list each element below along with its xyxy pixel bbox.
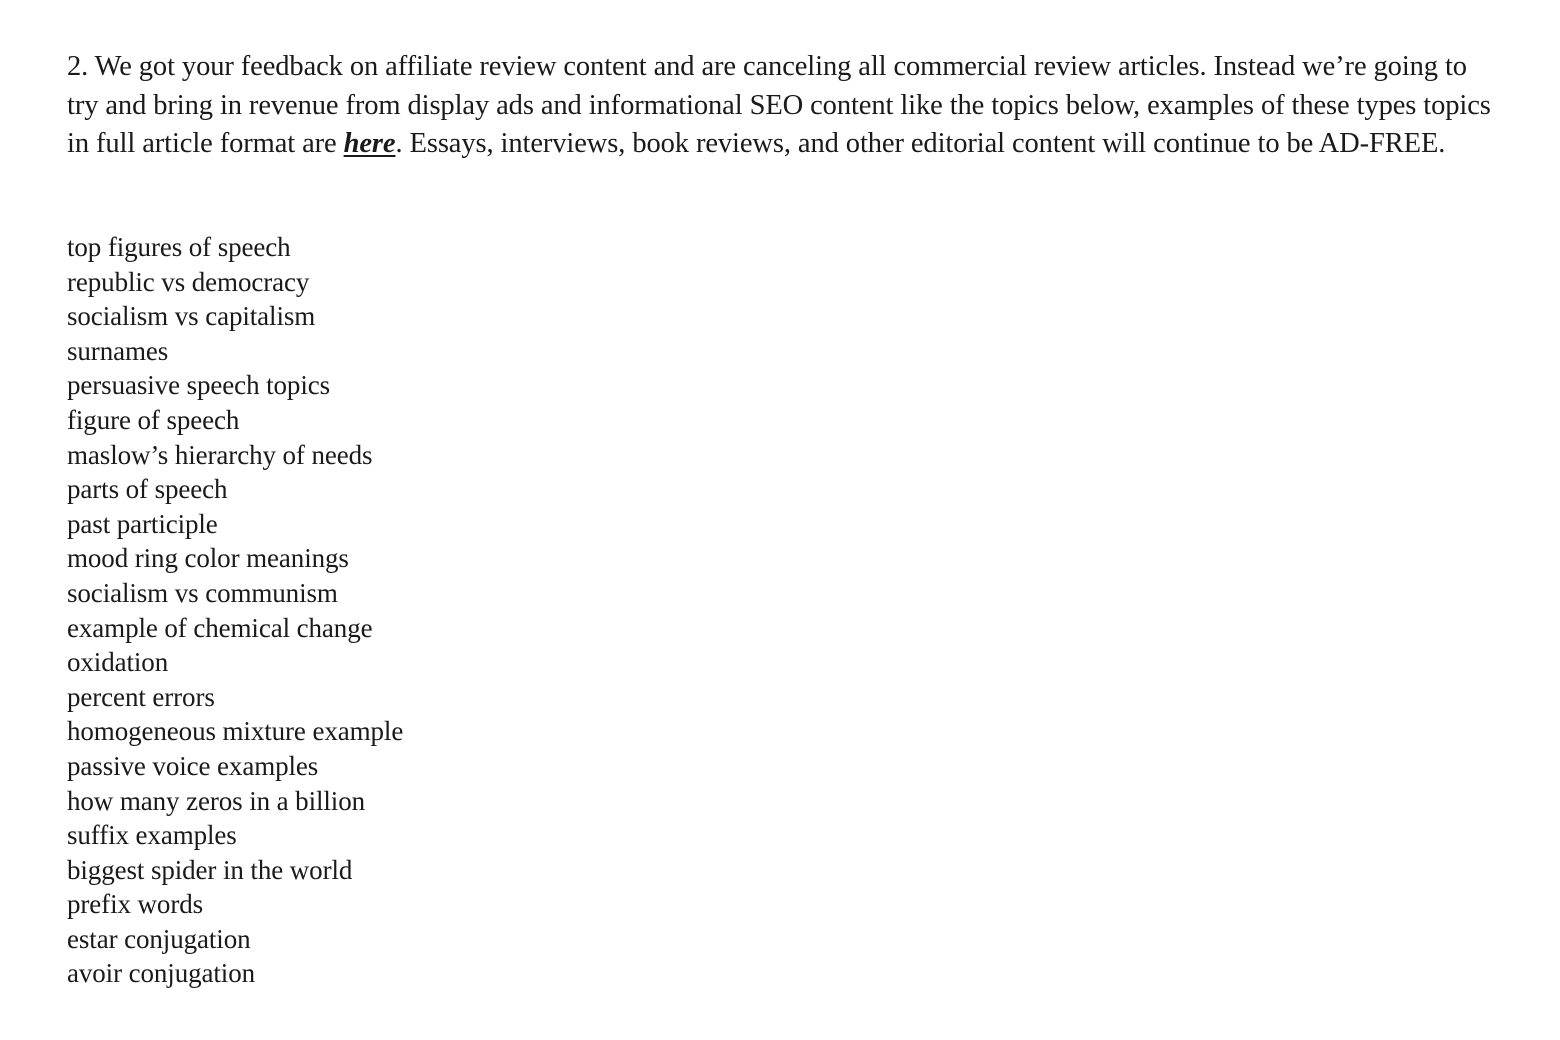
intro-text-before-link: 2. We got your feedback on affiliate review content and are canceling all commercial review articles. Instead we’re going to try and bring in revenue from display ads and informational SEO content like the topics below, examples of these types topics in full article format are — [67, 51, 1491, 159]
intro-text-after-link: . Essays, interviews, book reviews, and other editorial content will continue to be AD-FREE. — [395, 128, 1446, 159]
topic-list-item: suffix examples — [67, 820, 237, 851]
topic-list-item: example of chemical change — [67, 612, 373, 643]
topic-list-item: republic vs democracy — [67, 266, 310, 297]
topics-list-viewport — [67, 230, 867, 998]
intro-paragraph — [67, 48, 1497, 164]
topic-list-item: mood ring color meanings — [67, 543, 349, 574]
topic-list-item: parts of speech — [67, 474, 228, 505]
topic-list-item: passive voice examples — [67, 750, 319, 781]
topic-list-item: oxidation — [67, 647, 169, 678]
topic-list-item: maslow’s hierarchy of needs — [67, 439, 373, 470]
topic-list-item: persuasive speech topics — [67, 370, 331, 401]
document-body — [67, 48, 1497, 164]
topics-list — [67, 230, 867, 991]
topic-list-item: avoir conjugation — [67, 958, 255, 989]
topic-list-item: homogeneous mixture example — [67, 716, 404, 747]
topic-list-item: top figures of speech — [67, 232, 291, 262]
topic-list-item: biggest spider in the world — [67, 854, 353, 885]
topic-list-item: estar conjugation — [67, 923, 251, 954]
topic-list-item: socialism vs communism — [67, 577, 338, 608]
topic-list-item: past participle — [67, 508, 218, 539]
topic-list-item: how many zeros in a billion — [67, 785, 365, 816]
topic-list-item: surnames — [67, 335, 169, 366]
topic-list-item: percent errors — [67, 681, 215, 712]
here-link[interactable]: here — [343, 128, 396, 159]
topic-list-item: figure of speech — [67, 404, 240, 435]
topic-list-item: prefix words — [67, 889, 204, 920]
topic-list-item: socialism vs capitalism — [67, 301, 316, 332]
